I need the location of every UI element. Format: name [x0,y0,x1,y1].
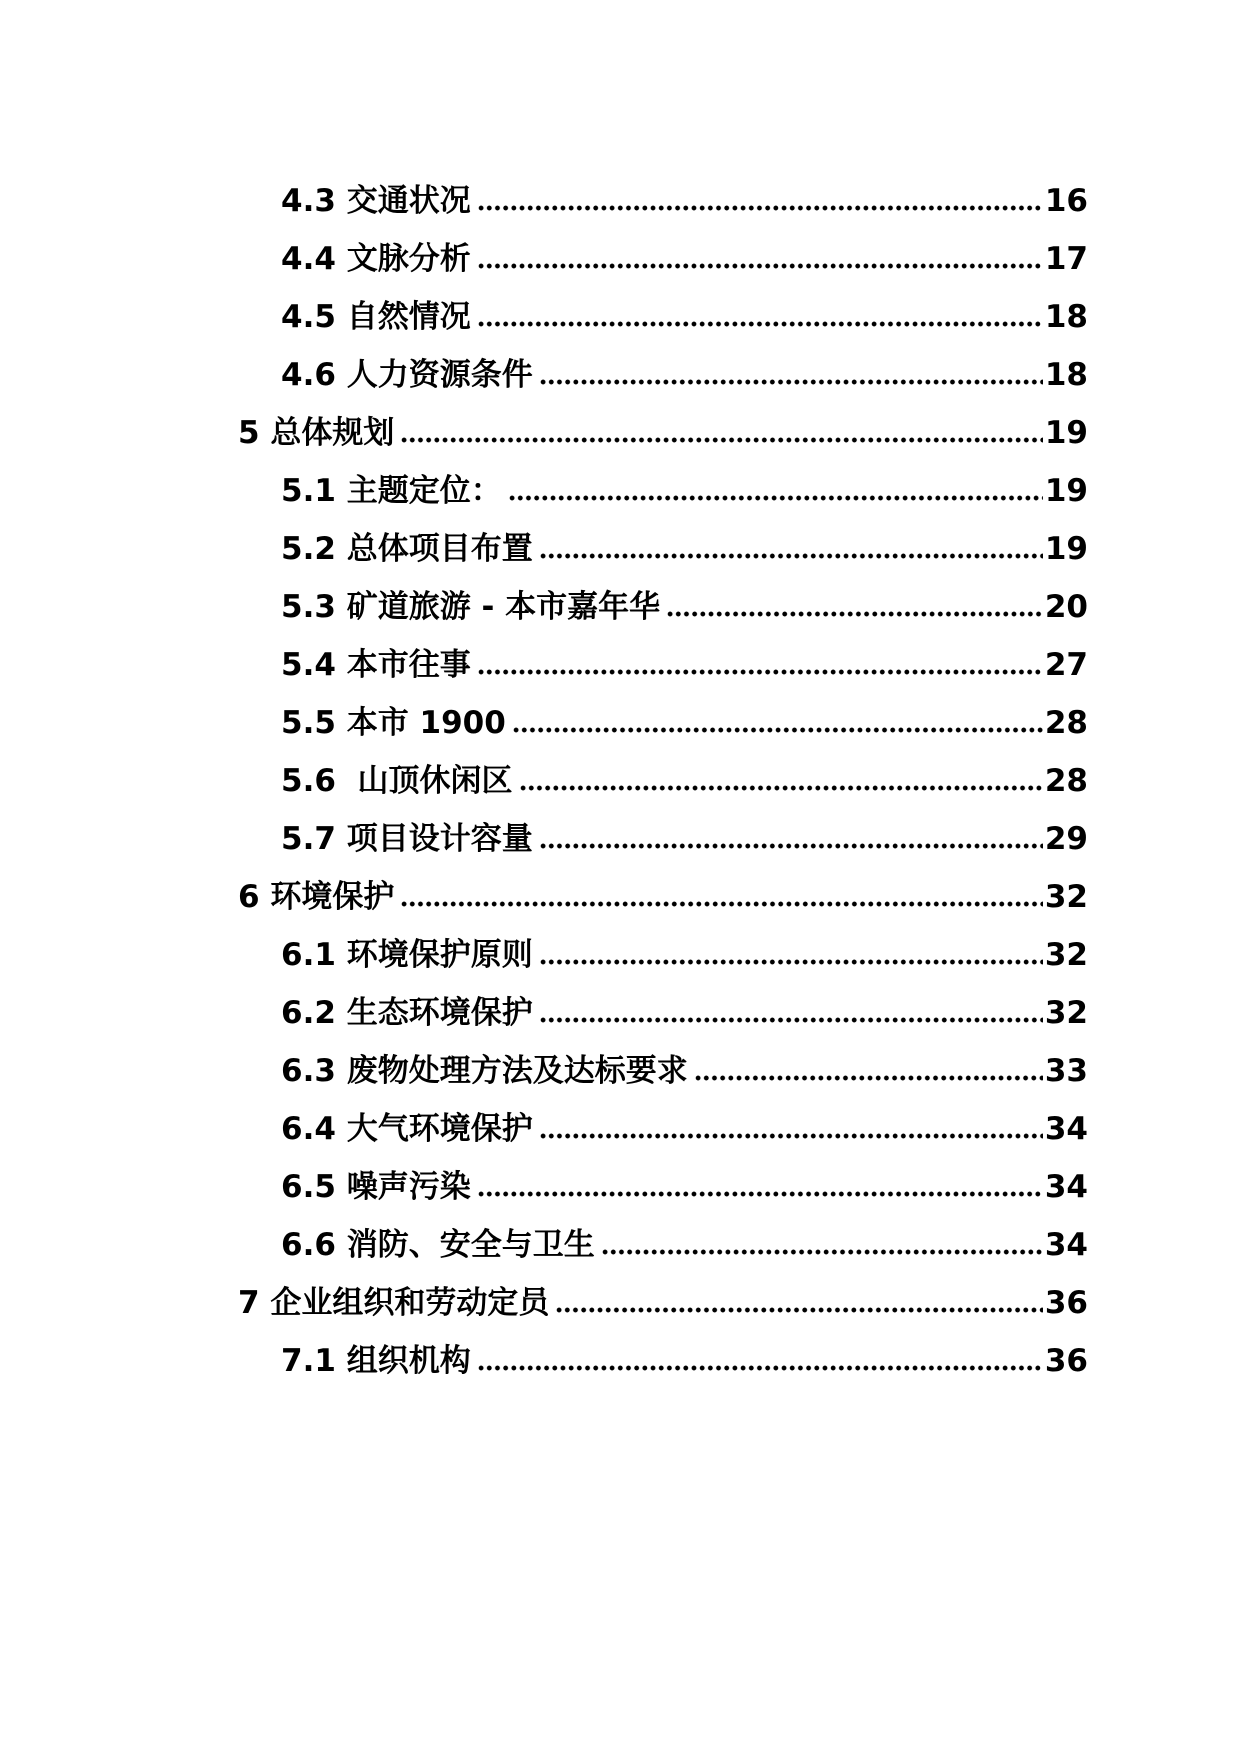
dot-leader [555,1306,1042,1314]
dot-leader [519,784,1043,792]
toc-entry-5-1[interactable] [281,469,1088,513]
toc-entry-title: 7 企业组织和劳动定员 [238,1285,550,1321]
toc-entry-5-6[interactable] [281,759,1088,803]
toc-entry-5-3[interactable] [281,585,1088,629]
dot-leader [666,610,1043,618]
toc-entry-title: 6.4 大气环境保护 [281,1111,533,1147]
toc-entry-5[interactable] [238,411,1088,455]
dot-leader [477,1190,1043,1198]
toc-entry-6-6[interactable] [281,1223,1088,1267]
toc-entry-page: 18 [1044,299,1088,335]
toc-entry-6[interactable] [238,875,1088,919]
dot-leader [539,958,1043,966]
dot-leader [512,726,1043,734]
toc-entry-page: 17 [1044,241,1088,277]
toc-entry-page: 18 [1044,357,1088,393]
dot-leader [694,1074,1043,1082]
toc-entry-7-1[interactable] [281,1339,1088,1383]
toc-entry-title: 5.5 本市 1900 [281,705,506,741]
dot-leader [508,494,1043,502]
toc-entry-page: 16 [1044,183,1088,219]
toc-entry-title: 5.1 主题定位： [281,473,502,509]
toc-entry-page: 36 [1044,1285,1088,1321]
toc-entry-title: 5 总体规划 [238,415,395,451]
toc-entry-page: 34 [1044,1169,1088,1205]
toc-entry-6-1[interactable] [281,933,1088,977]
dot-leader [477,668,1043,676]
toc-entry-title: 4.6 人力资源条件 [281,357,533,393]
toc-entry-6-3[interactable] [281,1049,1088,1093]
dot-leader [477,1364,1043,1372]
dot-leader [477,204,1043,212]
toc-entry-page: 28 [1044,763,1088,799]
dot-leader [400,436,1042,444]
toc-entry-title: 6.2 生态环境保护 [281,995,533,1031]
dot-leader [539,1132,1043,1140]
toc-entry-page: 19 [1044,531,1088,567]
toc-entry-4-5[interactable] [281,295,1088,339]
toc-entry-title: 5.4 本市往事 [281,647,471,683]
dot-leader [539,842,1043,850]
toc-entry-title: 4.5 自然情况 [281,299,471,335]
toc-entry-title: 5.6 山顶休闲区 [281,763,513,799]
toc-entry-title: 4.3 交通状况 [281,183,471,219]
toc-entry-page: 34 [1044,1227,1088,1263]
dot-leader [477,262,1043,270]
toc-entry-title: 6.6 消防、安全与卫生 [281,1227,595,1263]
toc-entry-5-7[interactable] [281,817,1088,861]
dot-leader [477,320,1043,328]
toc-entry-title: 7.1 组织机构 [281,1343,471,1379]
toc-entry-page: 19 [1044,473,1088,509]
toc-entry-page: 33 [1044,1053,1088,1089]
toc-entry-title: 6.5 噪声污染 [281,1169,471,1205]
toc-entry-title: 5.3 矿道旅游 - 本市嘉年华 [281,589,661,625]
toc-entry-title: 6.3 废物处理方法及达标要求 [281,1053,688,1089]
toc-entry-5-2[interactable] [281,527,1088,571]
toc-entry-page: 36 [1044,1343,1088,1379]
toc-entry-page: 32 [1044,879,1088,915]
toc-entry-6-2[interactable] [281,991,1088,1035]
toc-entry-5-4[interactable] [281,643,1088,687]
dot-leader [539,1016,1043,1024]
toc-entry-page: 29 [1044,821,1088,857]
toc-entry-page: 32 [1044,995,1088,1031]
toc-entry-6-4[interactable] [281,1107,1088,1151]
dot-leader [539,552,1043,560]
toc-entry-page: 28 [1044,705,1088,741]
toc-entry-4-4[interactable] [281,237,1088,281]
dot-leader [400,900,1042,908]
dot-leader [539,378,1043,386]
toc-entry-page: 34 [1044,1111,1088,1147]
toc-entry-page: 32 [1044,937,1088,973]
toc-entry-6-5[interactable] [281,1165,1088,1209]
toc-entry-title: 6 环境保护 [238,879,395,915]
toc-entry-page: 19 [1044,415,1088,451]
toc-entry-5-5[interactable] [281,701,1088,745]
toc-entry-7[interactable] [238,1281,1088,1325]
toc-entry-title: 4.4 文脉分析 [281,241,471,277]
toc-entry-4-6[interactable] [281,353,1088,397]
toc-entry-title: 5.2 总体项目布置 [281,531,533,567]
toc-entry-title: 5.7 项目设计容量 [281,821,533,857]
toc-entry-page: 20 [1044,589,1088,625]
toc-entry-4-3[interactable] [281,179,1088,223]
dot-leader [601,1248,1043,1256]
toc-entry-title: 6.1 环境保护原则 [281,937,533,973]
toc-entry-page: 27 [1044,647,1088,683]
